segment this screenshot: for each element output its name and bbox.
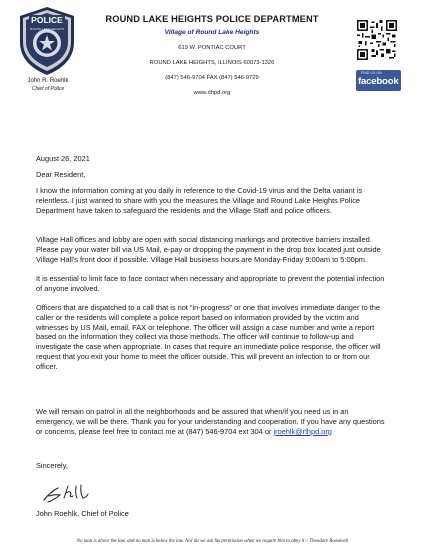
letter-date: August 26, 2021 (36, 154, 90, 163)
phone-fax: (847) 546-9704 FAX (847) 546-9729 (165, 75, 259, 81)
facebook-find-us-label: FIND US ON (361, 71, 382, 75)
city-state-zip: ROUND LAKE HEIGHTS, ILLINOIS 60073-1326 (149, 60, 275, 66)
footer-quote: No man is above the law, and no man is below the law. Nor do we ask his permission when we require him to obey it ~ Theodore Roosevelt (76, 539, 349, 544)
qr-code-icon[interactable] (357, 20, 397, 60)
paragraph-village-hall: Village Hall offices and lobby are open with social distancing markings and protective barriers installed. Please pay your water bill via US Mail, e-pay or dropping the payment in the drop box located just outside Village Hall's front door if possible. Village Hall business hours are Monday-Friday 9:00am to 5:00pm. (36, 235, 381, 264)
department-name: ROUND LAKE HEIGHTS POLICE DEPARTMENT (105, 14, 319, 24)
letter-greeting: Dear Resident, (36, 170, 86, 179)
handwritten-signature (40, 480, 100, 506)
contact-text: We will remain on patrol in all the neighborhoods and be assured that when/if you need us in an emergency, we will be there. Thank you for your understanding and cooperation. If you have any questions or concerns, please feel free to contact me at (847) 546-9704 ext 304 or (36, 407, 385, 436)
badge-ring-text: ROUND LAKE HEIGHTS (30, 27, 64, 31)
facebook-icon[interactable]: facebook (358, 76, 399, 87)
signer-name: John Roehlk, Chief of Police (36, 509, 129, 518)
chief-name: John R. Roehlk (27, 78, 69, 84)
village-name: Village of Round Lake Heights (164, 29, 260, 36)
paragraph-limit-contact: It is essential to limit face to face contact when necessary and appropriate to prevent the potential infection of anyone involved. (36, 274, 385, 293)
street-address: 619 W. PONTIAC COURT (178, 45, 246, 51)
police-badge-logo (16, 6, 78, 76)
letter-closing: Sincerely, (36, 461, 68, 470)
chief-title: Chief of Police (31, 86, 65, 92)
paragraph-covid-intro: I know the information coming at you daily in reference to the Covid-19 virus and the Delta variant is relentless. I just wanted to share with you the measures the Village and Round Lake Heights Police Department have taken to safeguard the residents and the Village Staff and police officers. (36, 186, 363, 215)
email-link[interactable]: jroehlk@rlhpd.org (273, 426, 332, 436)
paragraph-officer-procedures: Officers that are dispatched to a call that is not "in-progress" or one that involves immediate danger to the caller or the residents will complete a police report based on information provided by the victim and witnesses by US Mail, email, FAX or telephone. The officer will assign a case number and write a report based on the information they collect via those methods. The officer will continue to follow-up and investigate the case when appropriate. In cases that require an immediate police response, the officer will request that you exit your home to meet the officer outside. This will prevent an infection to or from our officer. (36, 303, 381, 371)
website-link[interactable]: www.rlhpd.org (193, 90, 231, 96)
paragraph-contact-info (36, 407, 388, 436)
badge-title-text: POLICE (31, 15, 63, 25)
